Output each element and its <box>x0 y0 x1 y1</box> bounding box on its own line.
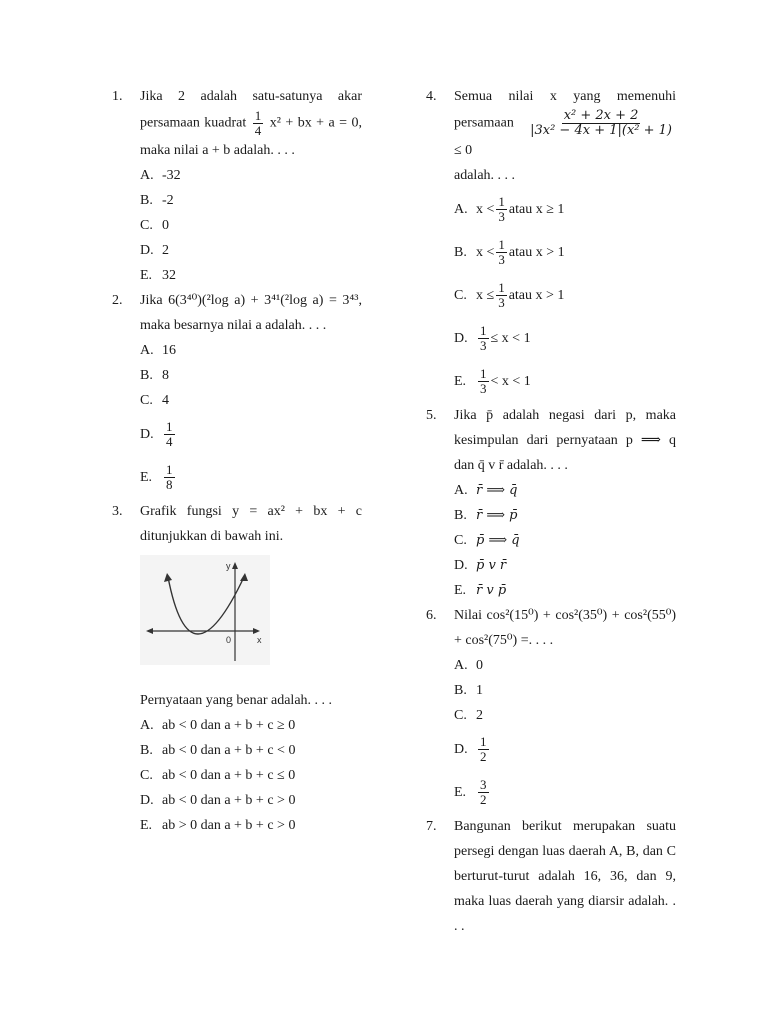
question-3 <box>112 499 362 838</box>
option-a[interactable]: A. r̄ ⟹ q̄ <box>454 483 518 498</box>
fraction: $\frac{1}{2}$ <box>480 734 487 764</box>
right-column <box>426 84 676 939</box>
options-list <box>454 478 676 603</box>
options-list <box>140 713 362 838</box>
question-1 <box>112 84 362 288</box>
question-7 <box>426 814 676 939</box>
option-a[interactable]: A. -32 <box>140 168 181 183</box>
option-d[interactable]: D. $\frac{1}{2}$ <box>454 734 487 764</box>
option-e[interactable]: E. ab > 0 dan a + b + c > 0 <box>140 818 296 833</box>
option-b[interactable]: B. ab < 0 dan a + b + c < 0 <box>140 743 296 758</box>
option-e[interactable]: E. $\frac{1}{3}$ < x < 1 <box>454 366 531 396</box>
fraction: $\frac{1}{3}$ <box>480 366 487 396</box>
option-d[interactable]: D. p̄ v r̄ <box>454 558 507 573</box>
fraction: $\frac{1}{8}$ <box>166 462 173 492</box>
left-column <box>112 84 362 838</box>
option-c[interactable]: C. p̄ ⟹ q̄ <box>454 533 520 548</box>
fraction: $\frac{1}{3}$ <box>498 280 505 310</box>
option-e[interactable]: E. $\frac{3}{2}$ <box>454 777 487 807</box>
option-c[interactable]: C. 0 <box>140 218 169 233</box>
question-number: 5. <box>426 408 437 423</box>
option-b[interactable]: B. r̄ ⟹ p̄ <box>454 508 518 523</box>
options-list <box>140 338 362 499</box>
option-b[interactable]: B. x < $\frac{1}{3}$ atau x > 1 <box>454 237 565 267</box>
fraction: $\frac{1}{4}$ <box>254 108 262 138</box>
question-4: 4. Semua nilai x yang memenuhi persamaan $\frac{\text{x² + 2x + 2}}{\text{|3x² − 4x + 1|(x² + 1)}}$ ≤ 0 adalah. . . . A. x < $\frac{1}{3}$ atau x ≥ 1 B. x < $\frac{1}{3}$ atau x > 1 C. x ≤ $\frac{1}{3}$ atau x > 1 D. $\frac{1}{3}$ ≤ x < 1 E. $\frac{1}{3}$ < x < 1 <box>426 84 676 403</box>
option-d[interactable]: D. $\frac{1}{3}$ ≤ x < 1 <box>454 323 531 353</box>
option-d[interactable]: D. 2 <box>140 243 169 258</box>
option-a[interactable]: A. x < $\frac{1}{3}$ atau x ≥ 1 <box>454 194 565 224</box>
option-c[interactable]: C. 4 <box>140 393 169 408</box>
parabola-graph <box>140 555 362 674</box>
options-list <box>140 163 362 288</box>
question-number: 4. <box>426 89 437 104</box>
y-label: y <box>226 561 231 571</box>
question-stem: Jika p̄ adalah negasi dari p, maka kesimpulan dari pernyataan p ⟹ q dan q̄ v r̄ adalah. . . . <box>454 408 676 473</box>
question-number: 2. <box>112 293 123 308</box>
option-e[interactable]: E. r̄ v p̄ <box>454 583 507 598</box>
question-stem: Grafik fungsi y = ax² + bx + c ditunjukkan di bawah ini. <box>140 504 362 544</box>
question-2 <box>112 288 362 499</box>
question-number: 3. <box>112 504 123 519</box>
question-stem: Jika 2 adalah satu-satunya akar persamaan kuadrat $\frac{1}{4}$ x² + bx + a = 0, maka nilai a + b adalah. . . . <box>140 89 362 158</box>
question-number: 7. <box>426 819 437 834</box>
question-stem: Jika 6(3⁴⁰)(²log a) + 3⁴¹(²log a) = 3⁴³, maka besarnya nilai a adalah. . . . <box>140 293 362 333</box>
question-stem: Bangunan berikut merupakan suatu persegi dengan luas daerah A, B, dan C berturut-turut adalah 16, 36, dan 9, maka luas daerah yang diarsir adalah. . . . <box>454 819 676 934</box>
graph-svg <box>140 555 270 665</box>
option-c[interactable]: C. 2 <box>454 708 483 723</box>
question-6 <box>426 603 676 814</box>
fraction: $\frac{1}{3}$ <box>480 323 487 353</box>
option-a[interactable]: A. ab < 0 dan a + b + c ≥ 0 <box>140 718 296 733</box>
options-list <box>454 188 676 403</box>
question-5 <box>426 403 676 603</box>
graph-background <box>140 555 270 665</box>
x-label: x <box>257 635 262 645</box>
option-d[interactable]: D. ab < 0 dan a + b + c > 0 <box>140 793 296 808</box>
question-prompt: Pernyataan yang benar adalah. . . . <box>140 693 333 708</box>
option-a[interactable]: A. 0 <box>454 658 483 673</box>
fraction: $\frac{1}{3}$ <box>498 237 505 267</box>
question-stem: Semua nilai x yang memenuhi persamaan $\frac{\text{x² + 2x + 2}}{\text{|3x² − 4x + 1|(x² + 1)}}$ ≤ 0 <box>454 89 676 158</box>
option-b[interactable]: B. -2 <box>140 193 174 208</box>
option-b[interactable]: B. 8 <box>140 368 169 383</box>
question-number: 6. <box>426 608 437 623</box>
option-e[interactable]: E. $\frac{1}{8}$ <box>140 462 173 492</box>
option-c[interactable]: C. ab < 0 dan a + b + c ≤ 0 <box>140 768 296 783</box>
options-list <box>454 653 676 814</box>
option-c[interactable]: C. x ≤ $\frac{1}{3}$ atau x > 1 <box>454 280 565 310</box>
option-d[interactable]: D. $\frac{1}{4}$ <box>140 419 173 449</box>
option-a[interactable]: A. 16 <box>140 343 176 358</box>
question-stem: Nilai cos²(15⁰) + cos²(35⁰) + cos²(55⁰) + cos²(75⁰) =. . . . <box>454 608 676 648</box>
origin-label: 0 <box>226 635 232 645</box>
fraction: $\frac{3}{2}$ <box>480 777 487 807</box>
question-number: 1. <box>112 89 123 104</box>
option-e[interactable]: E. 32 <box>140 268 176 283</box>
fraction: $\frac{1}{3}$ <box>498 194 505 224</box>
option-b[interactable]: B. 1 <box>454 683 483 698</box>
fraction: $\frac{\text{x² + 2x + 2}}{\text{|3x² − 4x + 1|(x² + 1)}}$ <box>530 108 672 138</box>
fraction: $\frac{1}{4}$ <box>166 419 173 449</box>
